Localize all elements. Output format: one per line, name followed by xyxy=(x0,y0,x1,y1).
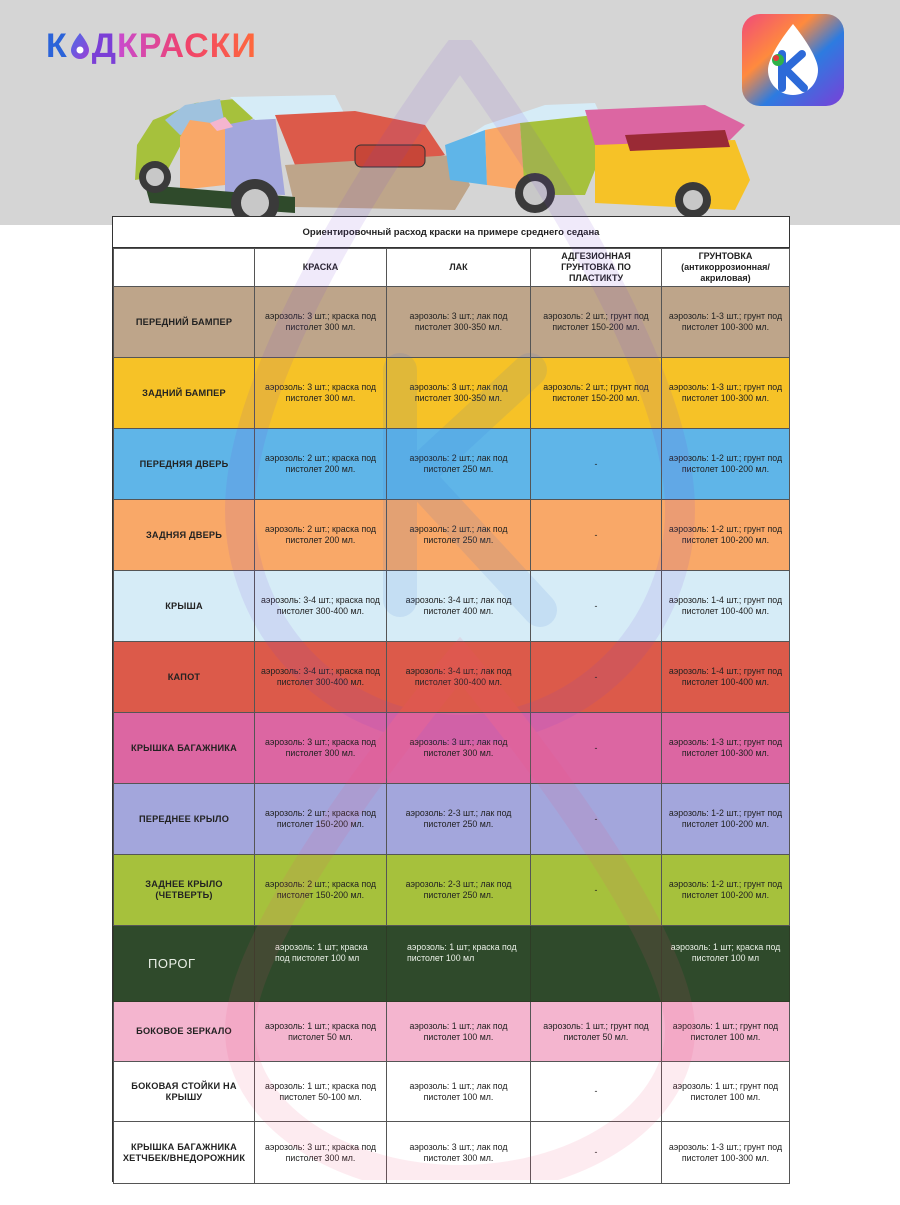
drop-icon xyxy=(69,32,91,60)
paint-cell: аэрозоль: 2 шт.; краска под пистолет 150-200 мл. xyxy=(255,855,387,926)
adhesion-cell: - xyxy=(531,571,662,642)
table-row xyxy=(114,358,790,429)
adhesion-cell: - xyxy=(531,713,662,784)
adhesion-cell: - xyxy=(531,855,662,926)
paint-cell: аэрозоль: 3-4 шт.; краска под пистолет 300-400 мл. xyxy=(255,571,387,642)
paint-cell: аэрозоль: 3 шт.; краска под пистолет 300 мл. xyxy=(255,713,387,784)
table-row xyxy=(114,1062,790,1122)
header-paint: КРАСКА xyxy=(255,249,387,287)
part-name-cell: ЗАДНЕЕ КРЫЛО (ЧЕТВЕРТЬ) xyxy=(114,855,255,926)
primer-cell: аэрозоль: 1-4 шт.; грунт под пистолет 100-400 мл. xyxy=(662,571,790,642)
part-name-cell: ПОРОГ xyxy=(114,926,255,1002)
paint-consumption-table xyxy=(113,248,790,1184)
adhesion-cell: - xyxy=(531,642,662,713)
table-row xyxy=(114,926,790,1002)
paint-cell: аэрозоль: 1 шт.; краска под пистолет 50-100 мл. xyxy=(255,1062,387,1122)
adhesion-cell xyxy=(531,926,662,1002)
primer-cell: аэрозоль: 1-3 шт.; грунт под пистолет 100-300 мл. xyxy=(662,1122,790,1184)
primer-cell: аэрозоль: 1 шт.; грунт под пистолет 100 мл. xyxy=(662,1062,790,1122)
table-row xyxy=(114,642,790,713)
logo-letter-k: К xyxy=(46,26,68,65)
part-name-cell: КАПОТ xyxy=(114,642,255,713)
table-row xyxy=(114,500,790,571)
lacquer-cell: аэрозоль: 3 шт.; лак под пистолет 300 мл. xyxy=(387,1122,531,1184)
lacquer-cell: аэрозоль: 3-4 шт.; лак под пистолет 400 мл. xyxy=(387,571,531,642)
paint-cell: аэрозоль: 2 шт.; краска под пистолет 150-200 мл. xyxy=(255,784,387,855)
lacquer-cell: аэрозоль: 1 шт.; лак под пистолет 100 мл. xyxy=(387,1002,531,1062)
primer-cell: аэрозоль: 1-2 шт.; грунт под пистолет 100-200 мл. xyxy=(662,784,790,855)
primer-cell: аэрозоль: 1-3 шт.; грунт под пистолет 100-300 мл. xyxy=(662,713,790,784)
part-name-cell: ЗАДНЯЯ ДВЕРЬ xyxy=(114,500,255,571)
lacquer-cell: аэрозоль: 2-3 шт.; лак под пистолет 250 мл. xyxy=(387,784,531,855)
part-name-cell: КРЫШКА БАГАЖНИКА ХЕТЧБЕК/ВНЕДОРОЖНИК xyxy=(114,1122,255,1184)
header-lacquer: ЛАК xyxy=(387,249,531,287)
rear-sedan-illustration xyxy=(445,103,750,218)
paint-consumption-sheet xyxy=(112,216,790,1182)
part-name-cell: ЗАДНИЙ БАМПЕР xyxy=(114,358,255,429)
paint-cell: аэрозоль: 1 шт; краска под пистолет 100 мл xyxy=(255,926,387,1002)
primer-cell: аэрозоль: 1-2 шт.; грунт под пистолет 100-200 мл. xyxy=(662,500,790,571)
part-name-cell: ПЕРЕДНЯЯ ДВЕРЬ xyxy=(114,429,255,500)
part-name-cell: ПЕРЕДНЕЕ КРЫЛО xyxy=(114,784,255,855)
primer-cell: аэрозоль: 1 шт.; грунт под пистолет 100 мл. xyxy=(662,1002,790,1062)
lacquer-cell: аэрозоль: 2-3 шт.; лак под пистолет 250 мл. xyxy=(387,855,531,926)
part-name-cell: ПЕРЕДНИЙ БАМПЕР xyxy=(114,287,255,358)
lacquer-cell: аэрозоль: 3 шт.; лак под пистолет 300-350 мл. xyxy=(387,287,531,358)
brand-logo[interactable] xyxy=(46,24,257,68)
primer-cell: аэрозоль: 1-3 шт.; грунт под пистолет 100-300 мл. xyxy=(662,358,790,429)
part-name-cell: КРЫША xyxy=(114,571,255,642)
primer-cell: аэрозоль: 1-2 шт.; грунт под пистолет 100-200 мл. xyxy=(662,429,790,500)
lacquer-cell: аэрозоль: 2 шт.; лак под пистолет 250 мл. xyxy=(387,500,531,571)
adhesion-cell: - xyxy=(531,1062,662,1122)
paint-cell: аэрозоль: 3 шт.; краска под пистолет 300 мл. xyxy=(255,1122,387,1184)
part-name-cell: БОКОВОЕ ЗЕРКАЛО xyxy=(114,1002,255,1062)
paint-cell: аэрозоль: 3 шт.; краска под пистолет 300 мл. xyxy=(255,287,387,358)
table-row xyxy=(114,1122,790,1184)
lacquer-cell: аэрозоль: 1 шт.; лак под пистолет 100 мл. xyxy=(387,1062,531,1122)
logo-letter-d: Д xyxy=(91,26,117,65)
primer-cell: аэрозоль: 1-3 шт.; грунт под пистолет 100-300 мл. xyxy=(662,287,790,358)
table-row xyxy=(114,1002,790,1062)
table-row xyxy=(114,784,790,855)
adhesion-cell: аэрозоль: 2 шт.; грунт под пистолет 150-200 мл. xyxy=(531,287,662,358)
table-row xyxy=(114,571,790,642)
paint-cell: аэрозоль: 2 шт.; краска под пистолет 200 мл. xyxy=(255,429,387,500)
lacquer-cell: аэрозоль: 3 шт.; лак под пистолет 300 мл. xyxy=(387,713,531,784)
app-icon[interactable] xyxy=(742,14,844,106)
adhesion-cell: аэрозоль: 1 шт.; грунт под пистолет 50 мл. xyxy=(531,1002,662,1062)
car-illustration xyxy=(125,85,765,235)
header-blank xyxy=(114,249,255,287)
part-name-cell: КРЫШКА БАГАЖНИКА xyxy=(114,713,255,784)
lacquer-cell: аэрозоль: 3-4 шт.; лак под пистолет 300-400 мл. xyxy=(387,642,531,713)
adhesion-cell: - xyxy=(531,784,662,855)
paint-cell: аэрозоль: 3 шт.; краска под пистолет 300 мл. xyxy=(255,358,387,429)
table-row xyxy=(114,429,790,500)
primer-cell: аэрозоль: 1 шт; краска под пистолет 100 мл xyxy=(662,926,790,1002)
adhesion-cell: аэрозоль: 2 шт.; грунт под пистолет 150-200 мл. xyxy=(531,358,662,429)
paint-cell: аэрозоль: 1 шт.; краска под пистолет 50 мл. xyxy=(255,1002,387,1062)
primer-cell: аэрозоль: 1-4 шт.; грунт под пистолет 100-400 мл. xyxy=(662,642,790,713)
table-row xyxy=(114,713,790,784)
primer-cell: аэрозоль: 1-2 шт.; грунт под пистолет 100-200 мл. xyxy=(662,855,790,926)
logo-word: КРАСКИ xyxy=(117,26,257,65)
lacquer-cell: аэрозоль: 3 шт.; лак под пистолет 300-350 мл. xyxy=(387,358,531,429)
table-row xyxy=(114,287,790,358)
adhesion-cell: - xyxy=(531,429,662,500)
adhesion-cell: - xyxy=(531,1122,662,1184)
paint-cell: аэрозоль: 3-4 шт.; краска под пистолет 300-400 мл. xyxy=(255,642,387,713)
header-adhesion-primer: АДГЕЗИОННАЯ ГРУНТОВКА ПО ПЛАСТИКТУ xyxy=(531,249,662,287)
front-sedan-illustration xyxy=(135,95,470,227)
table-caption: Ориентировочный расход краски на примере среднего седана xyxy=(113,217,789,248)
lacquer-cell: аэрозоль: 2 шт.; лак под пистолет 250 мл. xyxy=(387,429,531,500)
part-name-cell: БОКОВАЯ СТОЙКИ НА КРЫШУ xyxy=(114,1062,255,1122)
paint-cell: аэрозоль: 2 шт.; краска под пистолет 200 мл. xyxy=(255,500,387,571)
table-row xyxy=(114,855,790,926)
lacquer-cell: аэрозоль: 1 шт; краска под пистолет 100 мл xyxy=(387,926,531,1002)
header-primer: ГРУНТОВКА (антикоррозионная/ акриловая) xyxy=(662,249,790,287)
table-header-row xyxy=(114,249,790,287)
adhesion-cell: - xyxy=(531,500,662,571)
